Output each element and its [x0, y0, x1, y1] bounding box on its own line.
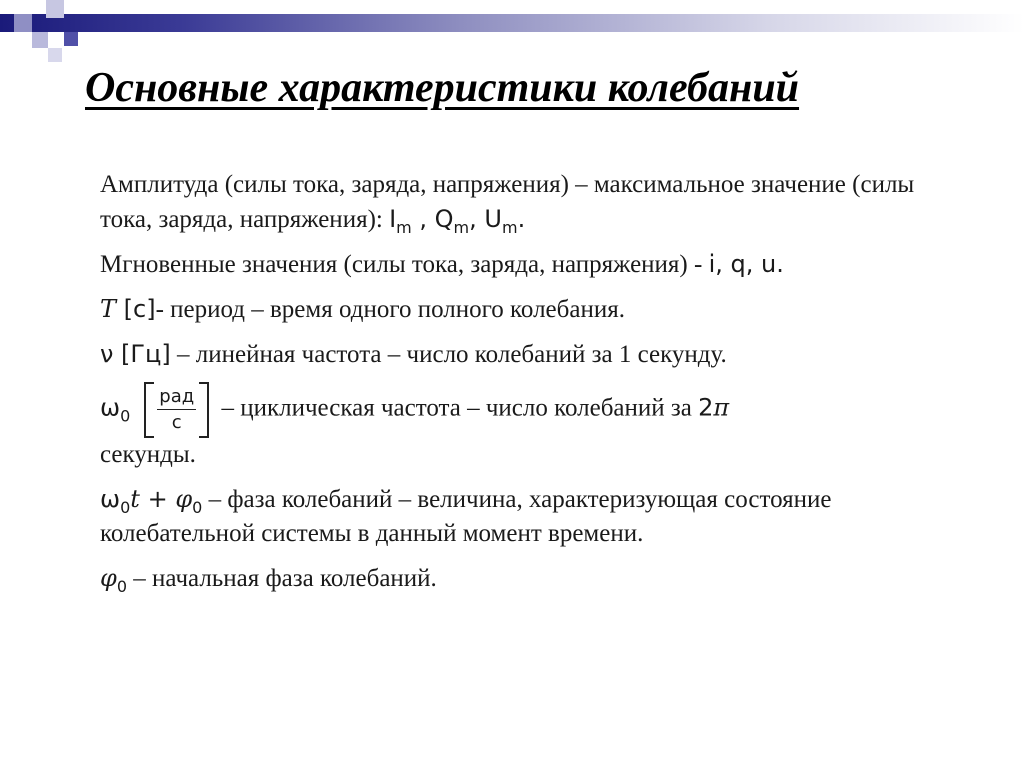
number-two: 2	[698, 393, 714, 422]
decorative-square	[32, 32, 48, 48]
sub-m: m	[453, 218, 470, 237]
symbol-omega: ω	[100, 393, 121, 422]
sub-m: m	[396, 218, 412, 237]
phase-text: – фаза колебаний – величина, характеризующая состояние колебательной системы в данный момент времени.	[100, 486, 832, 547]
period-text: - период – время одного полного колебания.	[155, 296, 625, 323]
symbol-nu: ν	[100, 340, 114, 368]
symbol-U: U	[484, 205, 502, 233]
paragraph-amplitude	[100, 168, 930, 237]
slide-title: Основные характеристики колебаний	[85, 65, 800, 111]
decorative-square	[48, 48, 62, 62]
symbol-t: t	[130, 485, 140, 513]
decorative-top-bar	[0, 14, 1024, 32]
paragraph-period	[100, 292, 930, 327]
instant-values-text: Мгновенные значения (силы тока, заряда, напряжения) -	[100, 251, 709, 278]
decorative-square	[46, 0, 64, 18]
paragraph-cyclic-frequency	[100, 382, 930, 472]
sub-0: 0	[120, 406, 131, 426]
separator: ,	[469, 205, 485, 233]
decorative-square	[14, 14, 32, 32]
paragraph-initial-phase	[100, 561, 930, 596]
symbol-omega: ω	[100, 485, 121, 513]
separator: ,	[411, 205, 435, 233]
frequency-text: – линейная частота – число колебаний за 1 секунду.	[170, 341, 727, 368]
paragraph-phase	[100, 482, 930, 551]
symbol-Q: Q	[434, 205, 454, 233]
sub-m: m	[501, 218, 518, 237]
plus-sign: +	[139, 485, 176, 513]
unit-hertz: [Гц]	[113, 340, 171, 368]
amplitude-text: Амплитуда (силы тока, заряда, напряжения) – максимальное значение (силы тока, заряда, напряжения):	[100, 171, 915, 233]
symbol-phi: φ	[100, 564, 117, 592]
sub-0: 0	[116, 577, 127, 596]
symbol-T: T	[100, 295, 117, 323]
paragraph-frequency	[100, 337, 930, 372]
decorative-square	[64, 32, 78, 46]
cyclic-frequency-text: – циклическая частота – число колебаний за	[215, 394, 699, 422]
period: .	[517, 205, 526, 233]
unit-seconds: [с]	[116, 295, 156, 323]
unit-rad-per-s	[144, 382, 209, 438]
sub-0: 0	[120, 498, 131, 517]
initial-phase-text: – начальная фаза колебаний.	[127, 565, 437, 592]
symbol-phi: φ	[175, 485, 193, 513]
slide-body	[100, 168, 930, 606]
symbol-I: I	[389, 205, 397, 233]
symbol-pi: π	[713, 393, 730, 422]
frac-denominator: с	[171, 412, 182, 433]
instant-values-symbols: i, q, u.	[708, 250, 784, 278]
sub-0: 0	[192, 498, 203, 517]
paragraph-instant-values	[100, 247, 930, 282]
cyclic-frequency-text-end: секунды.	[100, 441, 196, 468]
frac-numerator: рад	[157, 386, 196, 410]
